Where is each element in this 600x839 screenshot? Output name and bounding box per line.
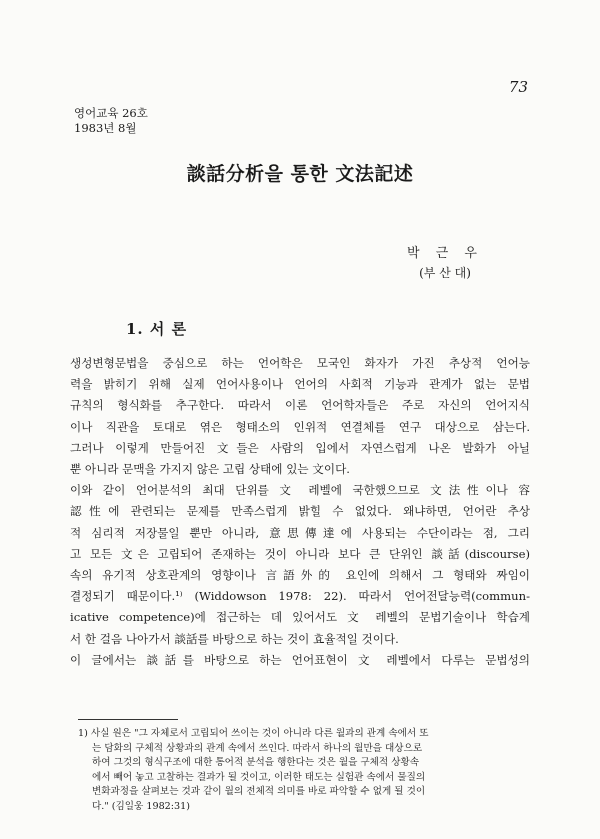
author-name: 박 근 우 — [407, 246, 483, 261]
body-line: 뿐 아니라 문맥을 가지지 않은 고립 상태에 있는 文이다. — [70, 462, 350, 477]
author-affiliation: (부 산 대) — [419, 266, 471, 280]
body-line: 이나 직관을 토대로 엮은 형태소의 인위적 연결체를 연구 대상으로 삼는다. — [70, 419, 530, 434]
section-heading: 1. 서 론 — [126, 320, 188, 338]
body-text — [70, 353, 530, 671]
footnote-line: 다." (김일웅 1982:31) — [92, 800, 190, 812]
footnote — [70, 727, 530, 815]
body-line: 결정되기 때문이다.¹⁾ (Widdowson 1978: 22). 따라서 언어전달능력(commun- — [70, 589, 530, 604]
body-line: 적 심리적 저장물일 뿐만 아니라, 意思傳達에 사용되는 수단이라는 점, 그리 — [70, 525, 530, 540]
body-line: 서 한 걸음 나아가서 談話를 바탕으로 하는 것이 효율적일 것이다. — [70, 631, 399, 646]
footnote-divider — [78, 719, 178, 720]
footnote-line: 1) 사실 원은 "그 자체로서 고립되어 쓰이는 것이 아니라 다른 월과의 관계 속에서 또 — [78, 728, 429, 739]
body-line: icative competence)에 접근하는 데 있어서도 文 레벨의 문법기술이나 학습계 — [70, 610, 530, 625]
footnote-line: 에서 빼어 놓고 고찰하는 결과가 될 것이고, 이러한 태도는 실험관 속에서 물질의 — [92, 771, 426, 783]
body-line: 認性에 관련되는 문제를 만족스럽게 밝힐 수 없었다. 왜냐하면, 언어란 추상 — [70, 504, 530, 519]
body-line: 규칙의 형식화를 추구한다. 따라서 이론 언어학자들은 주로 자신의 언어지식 — [70, 398, 530, 413]
body-line: 고 모든 文은 고립되어 존재하는 것이 아니라 보다 큰 단위인 談話(discourse) — [70, 546, 530, 561]
journal-info — [74, 106, 148, 136]
body-line: 력을 밝히기 위해 실제 언어사용이나 언어의 사회적 기능과 관계가 없는 문법 — [70, 377, 530, 392]
paper-title: 談話分析을 통한 文法記述 — [186, 163, 414, 185]
body-line: 그러나 이렇게 만들어진 文들은 사람의 입에서 자연스럽게 나온 발화가 아닐 — [70, 440, 530, 455]
journal-date: 1983년 8월 — [74, 121, 137, 135]
page-number: 73 — [508, 78, 528, 96]
body-line: 이와 같이 언어분석의 최대 단위를 文 레벨에 국한했으므로 文法性이나 容 — [70, 483, 530, 498]
footnote-line: 변화과정을 살펴보는 것과 같이 월의 전체적 의미를 바로 파악할 수 없게 될 것이 — [92, 786, 426, 798]
footnote-line: 는 담화의 구체적 상황과의 관계 속에서 쓰인다. 따라서 하나의 월만을 대상으로 — [92, 742, 423, 754]
journal-issue: 영어교육 26호 — [74, 106, 148, 120]
body-line: 생성변형문법을 중심으로 하는 언어학은 모국인 화자가 가진 추상적 언어능 — [70, 356, 530, 370]
body-line: 속의 유기적 상호관계의 영향이나 言語外的 요인에 의해서 그 형태와 짜임이 — [70, 568, 530, 583]
footnote-line: 하여 그것의 형식구조에 대한 통어적 분석을 행한다는 것은 월을 구체적 상황속 — [92, 757, 420, 769]
body-line: 이 글에서는 談話를 바탕으로 하는 언어표현이 文 레벨에서 다루는 문법성의 — [70, 652, 530, 667]
